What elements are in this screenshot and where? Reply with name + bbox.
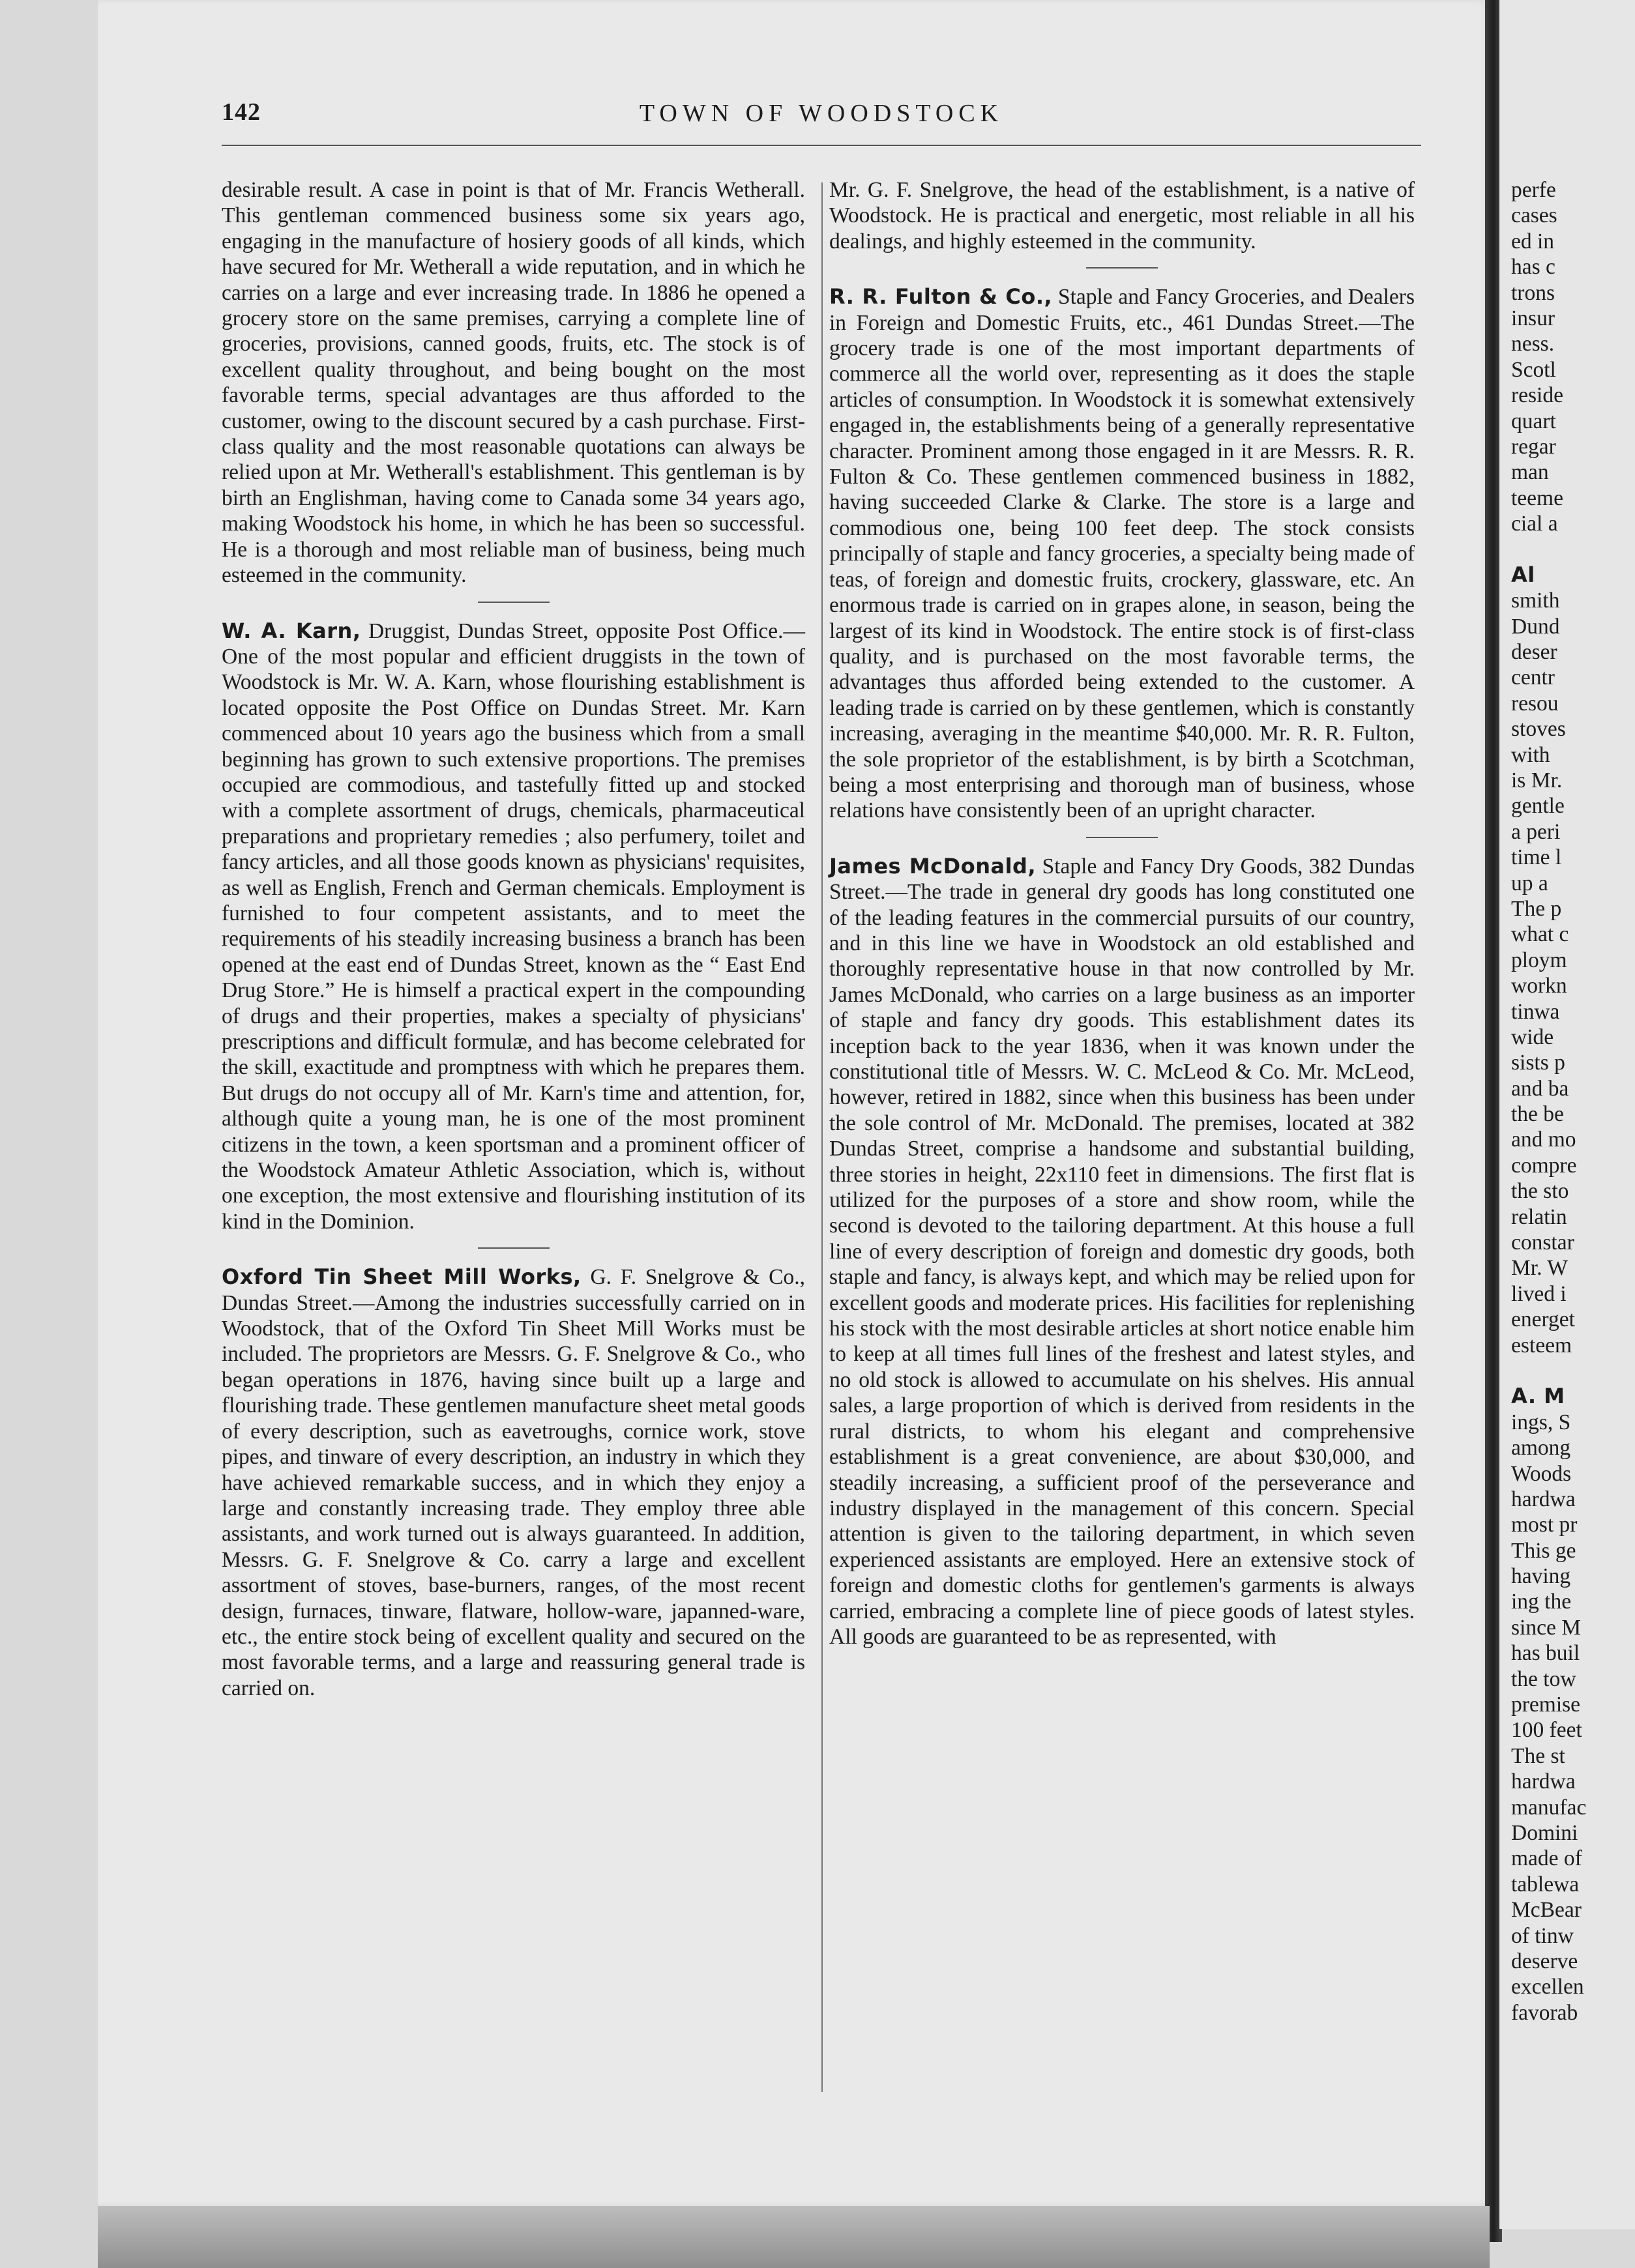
fragment-gap [1511, 1358, 1635, 1384]
fragment-line: excellen [1511, 1975, 1584, 1999]
karn-heading: W. A. Karn, [222, 618, 361, 643]
fragment-line: favorab [1511, 2000, 1578, 2025]
fragment-line: esteem [1511, 1333, 1572, 1358]
fragment-line: a peri [1511, 819, 1561, 844]
fragment-line: ed in [1511, 229, 1555, 254]
fragment-line: cial a [1511, 512, 1558, 536]
middle-column [829, 177, 1415, 1650]
fragment-line: is Mr. [1511, 768, 1563, 792]
fragment-line: reside [1511, 383, 1563, 408]
fragment-line: manufac [1511, 1795, 1587, 1820]
fragment-line: perfe [1511, 178, 1556, 202]
fragment-line: lived i [1511, 1281, 1567, 1306]
fragment-line: trons [1511, 280, 1555, 305]
fragment-line: the be [1511, 1102, 1564, 1127]
fragment-line: centr [1511, 665, 1555, 690]
fulton-body: Staple and Fancy Groceries, and Dealers in Foreign and Domestic Fruits, etc., 461 Dundas Street.—The grocery trade is one of the most important departments of commerce all the world over, representing as it does the staple articles of consumption. In Woodstock it is somewhat extensively engaged in, the establishments being of a generally representative character. Prominent among those engaged in it are Messrs. R. R. Fulton & Co. These gentlemen commenced business in 1882, having succeeded Clarke & Clarke. The store is a large and commodious one, being 100 feet deep. The stock consists principally of staple and fancy groceries, a specialty being made of teas, of foreign and domestic fruits, crockery, glassware, etc. An enormous trade is carried on in grapes alone, in season, being the largest of its kind in Woodstock. The entire stock is of first-class quality, and is purchased on the most favorable terms, the advantages thus afforded being extended to the customer. A leading trade is carried on by these gentlemen, which is constantly increasing, averaging in the meantime $40,000. Mr. R. R. Fulton, the sole proprietor of the establishment, is by birth a Scotchman, being a most enterprising and thorough man of business, whose relations have consistently been of an upright character. [829, 285, 1415, 823]
fragment-line: workn [1511, 974, 1567, 998]
fragment-line: sists p [1511, 1051, 1565, 1075]
column-divider [821, 182, 823, 2092]
fragment-line: of tinw [1511, 1923, 1574, 1948]
fulton-heading: R. R. Fulton & Co., [829, 284, 1053, 310]
fragment-line: has buil [1511, 1641, 1580, 1666]
fragment-line: the sto [1511, 1179, 1569, 1204]
fragment-line: man [1511, 460, 1549, 485]
fragment-line: tinwa [1511, 999, 1560, 1024]
section-separator [478, 1247, 550, 1249]
fragment-line: ness. [1511, 332, 1555, 356]
snelgrove-paragraph: Mr. G. F. Snelgrove, the head of the establishment, is a native of Woodstock. He is practical and energetic, most reliable in all his dealings, and highly esteemed in the community. [829, 178, 1415, 254]
fragment-line: regar [1511, 434, 1556, 459]
fragment-line: teeme [1511, 486, 1563, 510]
fragment-line: and mo [1511, 1127, 1576, 1152]
fragment-line: and ba [1511, 1076, 1569, 1101]
header-rule [222, 145, 1421, 146]
fragment-line: ing the [1511, 1590, 1572, 1614]
fragment-line: smith [1511, 589, 1560, 613]
fragment-line: among [1511, 1436, 1571, 1461]
fragment-line: Woods [1511, 1461, 1572, 1486]
mcdonald-body: Staple and Fancy Dry Goods, 382 Dundas Street.—The trade in general dry goods has long constituted one of the leading features in the commercial pursuits of our country, and in this line we have in Woodstock an old established and thoroughly representative house in that now controlled by Mr. James McDonald, who carries on a large business as an importer of staple and fancy dry goods. This establishment dates its inception back to the year 1836, when it was known under the constitutional title of Messrs. W. C. McLeod & Co. Mr. McLeod, however, retired in 1882, since when this business has been under the sole control of Mr. McDonald. The premises, located at 382 Dundas Street, comprise a handsome and substantial building, three stories in height, 22x110 feet in dimensions. The first flat is utilized for the purposes of a store and show room, while the second is devoted to the tailoring department. At this house a full line of every description of foreign and domestic dry goods, both staple and fancy, is always kept, and which may be relied upon for excellent goods and moderate prices. His facilities for replenishing his stock with the most desirable articles at short notice enable him to keep at all times full lines of the freshest and latest styles, and no old stock is allowed to accumulate on his shelves. His annual sales, a large proportion of which is derived from residents in the rural districts, to whom his elegant and comprehensive establishment is a great convenience, are about $30,000, and steadily increasing, a sufficient proof of the perseverance and industry displayed in the management of this concern. Special attention is given to the tailoring department, in which seven experienced assistants are employed. Here an extensive stock of foreign and domestic cloths for gentlemen's garments is always carried, embracing a complete line of piece goods of latest styles. All goods are guaranteed to be as represented, with [829, 854, 1415, 1649]
page-number: 142 [222, 98, 261, 126]
oxford-entry [222, 1264, 805, 1701]
fragment-line: deser [1511, 640, 1557, 665]
section-separator [1086, 267, 1158, 269]
fragment-line: The st [1511, 1743, 1565, 1768]
fragment-line: Mr. W [1511, 1256, 1568, 1281]
fragment-gap [1511, 536, 1635, 562]
fragment-line: 100 feet [1511, 1718, 1582, 1743]
fulton-entry [829, 284, 1415, 824]
fragment-line: resou [1511, 691, 1559, 716]
fragment-line: tablewa [1511, 1872, 1580, 1897]
fragment-line: gentle [1511, 794, 1565, 819]
section-separator [478, 602, 550, 603]
wetherall-paragraph: desirable result. A case in point is that of Mr. Francis Wetherall. This gentleman commenced business some six years ago, engaging in the manufacture of hosiery goods of all kinds, which have secured for Mr. Wetherall a wide reputation, and in which he carries on a large and ever increasing trade. In 1886 he opened a grocery store on the same premises, carrying a complete line of groceries, provisions, canned goods, fruits, etc. The stock is of excellent quality throughout, and being bought on the most favorable terms, special advantages are thus afforded to the customer, owing to the discount secured by a cash purchase. First-class quality and the most reasonable quotations can always be relied upon at Mr. Wetherall's establishment. This gentleman is by birth an Englishman, having come to Canada some 34 years ago, making Woodstock his home, in which he has been so successful. He is a thorough and most reliable man of business, being much esteemed in the community. [222, 178, 805, 588]
fragment-line: wide [1511, 1025, 1554, 1049]
fragment-line: since M [1511, 1615, 1581, 1640]
fragment-heading: Al [1511, 562, 1535, 587]
fragment-line: This ge [1511, 1538, 1576, 1563]
fragment-line: has c [1511, 255, 1555, 280]
fragment-line: ploym [1511, 948, 1567, 972]
fragment-line: hardwa [1511, 1769, 1576, 1794]
karn-body: Druggist, Dundas Street, opposite Post Office.—One of the most popular and efficient druggists in the town of Woodstock is Mr. W. A. Karn, whose flourishing establishment is located opposite the Post Office on Dundas Street. Mr. Karn commenced about 10 years ago the business which from a small beginning has grown to such extensive proportions. The premises occupied are commodious, and tastefully fitted up and stocked with a complete assortment of drugs, chemicals, pharmaceutical preparations and proprietary remedies ; also perfumery, toilet and fancy articles, and all those goods known as physicians' requisites, as well as English, French and German chemicals. Employment is furnished to four competent assistants, and to meet the requirements of his steadily increasing business a branch has been opened at the east end of Dundas Street, known as the “ East End Drug Store.” He is himself a practical expert in the compounding of drugs and their properties, makes a specialty of physicians' prescriptions and difficult formulæ, and has become celebrated for the skill, exactitude and promptness with which he prepares them. But drugs do not occupy all of Mr. Karn's time and attention, for, although quite a young man, he is one of the most prominent citizens in the town, a keen sportsman and a prominent officer of the Woodstock Amateur Athletic Association, which is, without one exception, the most extensive and flourishing institution of its kind in the Dominion. [222, 618, 805, 1234]
fragment-line: constar [1511, 1230, 1574, 1255]
oxford-body: G. F. Snelgrove & Co., Dundas Street.—Among the industries successfully carried on in Woodstock, that of the Oxford Tin Sheet Mill Works must be included. The proprietors are Messrs. G. F. Snelgrove & Co., who began operations in 1876, having since built up a large and flourishing trade. These gentlemen manufacture sheet metal goods of every description, such as eavetroughs, cornice work, stove pipes, and tinware of every description, an industry in which they have achieved remarkable success, and in which they enjoy a large and constantly increasing trade. They employ three able assistants, and work turned out is always guaranteed. In addition, Messrs. G. F. Snelgrove & Co. carry a large and excellent assortment of stoves, base-burners, ranges, of the most recent design, furnaces, tinware, flatware, hollow-ware, japanned-ware, etc., the entire stock being of excellent quality and secured on the most favorable terms, and a large and reassuring general trade is carried on. [222, 1265, 805, 1700]
fragment-line: the tow [1511, 1666, 1576, 1691]
fragment-line: up a [1511, 871, 1548, 895]
fragment-line: quart [1511, 409, 1556, 433]
fragment-line: Dund [1511, 614, 1560, 639]
mcdonald-entry [829, 854, 1415, 1650]
fragment-line: most pr [1511, 1513, 1578, 1537]
karn-entry [222, 618, 805, 1235]
right-page-column-fragment [1511, 177, 1635, 2026]
fragment-line: stoves [1511, 717, 1566, 742]
fragment-line: what c [1511, 922, 1569, 947]
fragment-line: premise [1511, 1693, 1581, 1717]
fragment-line: with [1511, 742, 1550, 767]
fragment-line: Domini [1511, 1821, 1578, 1845]
section-separator [1086, 837, 1158, 838]
left-column [222, 177, 805, 1701]
fragment-line: Scotl [1511, 357, 1556, 382]
fragment-line: hardwa [1511, 1487, 1576, 1511]
fragment-line: time l [1511, 845, 1562, 870]
mcdonald-heading: James McDonald, [829, 853, 1037, 879]
fragment-line: compre [1511, 1153, 1577, 1178]
fragment-line: cases [1511, 203, 1557, 228]
fragment-line: insur [1511, 306, 1555, 330]
running-title: TOWN OF WOODSTOCK [639, 100, 1004, 127]
fragment-line: energet [1511, 1307, 1575, 1332]
fragment-line: McBear [1511, 1898, 1582, 1923]
fragment-line: having [1511, 1564, 1571, 1589]
fragment-line: made of [1511, 1846, 1582, 1871]
fragment-line: relatin [1511, 1204, 1567, 1229]
fragment-line: deserve [1511, 1949, 1578, 1973]
fragment-heading: A. M [1511, 1384, 1565, 1409]
page-bottom-shadow [98, 2206, 1490, 2268]
fragment-line: ings, S [1511, 1410, 1571, 1434]
oxford-heading: Oxford Tin Sheet Mill Works, [222, 1264, 582, 1290]
fragment-line: The p [1511, 896, 1562, 921]
running-header [222, 98, 1421, 137]
